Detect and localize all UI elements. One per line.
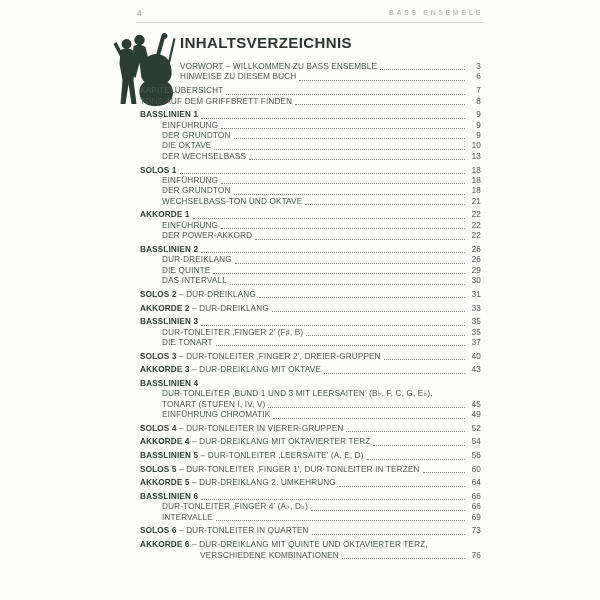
toc-entry [140,110,481,120]
toc-entry-page-number: 9 [476,131,481,140]
folio-page-number: 4 [137,9,142,18]
toc-entry-label: – DUR-TONLEITER ‚LEERSAITE’ (A, E, D) [198,451,364,461]
dot-leader [324,373,465,374]
toc-entry [140,231,481,241]
dot-leader [216,520,465,521]
toc-entry [140,526,481,536]
toc-entry-label: HINWEISE ZU DIESEM BUCH [180,72,297,82]
toc-entry-page-number: 49 [471,410,481,420]
toc-entry-page-number: 9 [476,110,481,120]
toc-entry [140,513,481,523]
dot-leader [346,431,465,432]
toc-entry-label: EINFÜHRUNG [162,175,219,185]
toc-entry [140,317,481,327]
toc-entry-label: DIE OKTAVE [162,141,212,151]
toc-entry [140,365,481,375]
toc-entry-page-number: 73 [471,526,481,536]
dot-leader [201,118,465,119]
toc-entry-page-number: 6 [476,72,481,82]
toc-entry-heading: AKKORDE 1 [140,210,190,220]
dot-leader [268,407,465,408]
table-of-contents [140,62,481,561]
toc-entry-label: TÖNE AUF DEM GRIFFBRETT FINDEN [140,96,293,106]
toc-entry [140,97,481,107]
toc-entry-page-number: 56 [471,451,481,461]
toc-entry-heading: AKKORDE 5 [140,478,190,488]
toc-entry-label: DER GRUNDTON [162,186,231,196]
toc-entry-page-number: 3 [476,62,481,71]
toc-entry [140,540,481,550]
toc-entry [140,502,481,512]
toc-entry-page-number: 37 [471,338,481,347]
toc-entry-label: INTERVALLE [162,512,213,522]
toc-entry [140,62,481,72]
dot-leader [201,499,465,500]
toc-entry [140,176,481,186]
toc-entry-heading: AKKORDE 2 [140,303,190,313]
toc-entry [140,86,481,96]
toc-entry-label: DER WECHSELBASS [162,151,247,161]
toc-entry-page-number: 13 [471,151,481,161]
toc-entry [140,410,481,420]
header-rule [136,22,485,23]
toc-entry-label: DAS INTERVALL [162,276,227,286]
toc-entry [140,451,481,461]
toc-entry-label: WECHSELBASS-TON UND OKTAVE [162,196,303,206]
dot-leader [273,418,465,419]
toc-entry [140,166,481,176]
toc-entry-page-number: 64 [471,478,481,488]
dot-leader [180,173,465,174]
toc-entry-label: VORWORT – WILLKOMMEN ZU BASS ENSEMBLE [180,62,378,71]
toc-entry-heading: BASSLINIEN 3 [140,317,199,327]
toc-entry-label: EINFÜHRUNG [162,120,219,130]
toc-entry [140,255,481,265]
toc-entry-page-number: 18 [471,175,481,185]
toc-entry-label: EINFÜHRUNG CHROMATIK [162,410,271,420]
toc-entry-page-number: 52 [471,423,481,433]
dot-leader [384,359,465,360]
toc-entry-page-number: 30 [471,276,481,286]
toc-entry-label: DUR-TONLEITER ‚FINGER 4’ (A♭, D♭) [162,502,308,512]
dot-leader [306,335,465,336]
toc-entry-label: – DUR-TONLEITER IN QUARTEN [176,526,309,536]
toc-entry-heading: SOLOS 4 [140,423,177,433]
toc-entry-label: – DUR-TONLEITER ‚FINGER 2’, DREIER-GRUPPEN [176,351,381,361]
dot-leader [367,459,465,460]
toc-entry-heading: AKKORDE 6 [140,540,190,550]
dot-leader [312,534,465,535]
toc-entry-label: DUR-DREIKLANG [162,255,232,265]
toc-entry-heading: BASSLINIEN 6 [140,491,199,501]
toc-entry-label: KAPITELÜBERSICHT [140,86,224,96]
toc-entry [140,290,481,300]
dot-leader [380,69,465,70]
toc-entry-label: DUR-TONLEITER ‚BUND 1 UND 3 MIT LEERSAITEN’ (B♭, F, C, G, E♭), [162,389,433,399]
dot-leader [193,218,465,219]
toc-entry-page-number: 66 [471,491,481,501]
dot-leader [255,239,465,240]
dot-leader [221,228,465,229]
toc-entry-label: DER POWER-AKKORD [162,231,253,241]
toc-entry [140,338,481,348]
toc-entry [140,131,481,141]
running-head-book-title: BASS ENSEMBLE [388,10,483,17]
toc-entry-label: – DUR-DREIKLANG MIT OKTAVE [189,365,322,375]
dot-leader [230,284,465,285]
toc-entry-page-number: 9 [476,120,481,130]
dot-leader [272,311,465,312]
toc-entry-page-number: 31 [471,289,481,299]
toc-entry [140,389,481,399]
dot-leader [311,510,465,511]
toc-entry [140,478,481,488]
toc-entry [140,551,481,561]
toc-entry-heading: AKKORDE 3 [140,365,190,375]
toc-entry-heading: BASSLINIEN 4 [140,378,199,388]
toc-entry [140,424,481,434]
dot-leader [295,104,465,105]
toc-entry [140,437,481,447]
dot-leader [201,325,465,326]
toc-entry-page-number: 29 [471,265,481,275]
toc-entry [140,465,481,475]
toc-entry-heading: BASSLINIEN 2 [140,244,199,254]
toc-entry [140,152,481,162]
toc-entry-page-number: 69 [471,512,481,522]
dot-leader [299,80,465,81]
dot-leader [221,183,465,184]
toc-entry-page-number: 22 [471,220,481,230]
toc-entry-page-number: 40 [471,351,481,361]
toc-entry-label: DER GRUNDTON [162,131,231,140]
toc-entry-heading: BASSLINIEN 1 [140,110,199,120]
toc-entry-heading: SOLOS 1 [140,165,177,175]
dot-leader [249,159,465,160]
toc-entry-label: – DUR-DREIKLANG MIT QUINTE UND OKTAVIERTER TERZ, [189,540,428,550]
toc-entry [140,221,481,231]
toc-entry-page-number: 35 [471,327,481,337]
toc-entry-heading: BASSLINIEN 5 [140,451,199,461]
toc-entry-page-number: 8 [476,96,481,106]
toc-entry-page-number: 26 [471,244,481,254]
toc-entry-label: – DUR-DREIKLANG [176,289,256,299]
dot-leader [214,149,465,150]
dot-leader [339,486,465,487]
dot-leader [259,297,465,298]
dot-leader [235,263,465,264]
toc-entry-page-number: 18 [471,186,481,196]
dot-leader [342,558,465,559]
toc-entry [140,245,481,255]
toc-entry [140,379,481,389]
toc-entry-page-number: 7 [476,86,481,96]
dot-leader [234,194,465,195]
toc-entry-label: VERSCHIEDENE KOMBINATIONEN [200,550,339,560]
dot-leader [423,472,465,473]
toc-entry-page-number: 60 [471,464,481,474]
toc-entry-page-number: 35 [471,317,481,327]
toc-entry [140,276,481,286]
toc-entry-page-number: 10 [471,141,481,151]
dot-leader [216,345,465,346]
toc-entry-page-number: 43 [471,365,481,375]
toc-entry-page-number: 18 [471,165,481,175]
toc-entry-page-number: 22 [471,210,481,220]
toc-entry [140,210,481,220]
toc-entry [140,328,481,338]
toc-entry-label: – DUR-TONLEITER ‚FINGER 1’, DUR-TONLEITER IN TERZEN [176,464,420,474]
toc-entry [140,400,481,410]
toc-entry-label: TONART (STUFEN I, IV, V) [162,399,266,409]
dot-leader [373,445,465,446]
toc-entry-label: DIE QUINTE [162,265,211,275]
toc-entry-label: – DUR-DREIKLANG MIT OKTAVIERTER TERZ [189,437,371,447]
toc-entry-page-number: 21 [471,196,481,206]
toc-entry-label: – DUR-TONLEITER IN VIERER-GRUPPEN [176,423,344,433]
dot-leader [305,204,465,205]
toc-entry [140,352,481,362]
toc-entry [140,304,481,314]
toc-entry [140,141,481,151]
page-title: INHALTSVERZEICHNIS [180,35,352,52]
toc-entry-label: DUR-TONLEITER ‚FINGER 2’ (F♯, B) [162,327,304,337]
toc-entry-heading: SOLOS 2 [140,289,177,299]
toc-entry [140,72,481,82]
toc-entry [140,121,481,131]
toc-entry-label: – DUR-DREIKLANG [189,303,269,313]
toc-entry [140,197,481,207]
dot-leader [226,94,465,95]
toc-entry-heading: SOLOS 3 [140,351,177,361]
toc-entry-page-number: 22 [471,231,481,241]
toc-entry-page-number: 66 [471,502,481,512]
toc-entry-label: EINFÜHRUNG [162,220,219,230]
toc-entry-page-number: 54 [471,437,481,447]
toc-entry-heading: AKKORDE 4 [140,437,190,447]
dot-leader [234,138,465,139]
dot-leader [201,252,465,253]
dot-leader [213,273,465,274]
toc-entry-page-number: 26 [471,255,481,265]
toc-entry-label: DIE TONART [162,338,213,347]
toc-entry-page-number: 76 [471,550,481,560]
toc-entry-heading: SOLOS 6 [140,526,177,536]
dot-leader [221,128,465,129]
toc-entry-heading: SOLOS 5 [140,464,177,474]
toc-entry [140,186,481,196]
toc-entry-page-number: 33 [471,303,481,313]
toc-entry-page-number: 45 [471,399,481,409]
toc-entry [140,266,481,276]
toc-entry-label: – DUR-DREIKLANG 2. UMKEHRUNG [189,478,336,488]
toc-entry [140,492,481,502]
